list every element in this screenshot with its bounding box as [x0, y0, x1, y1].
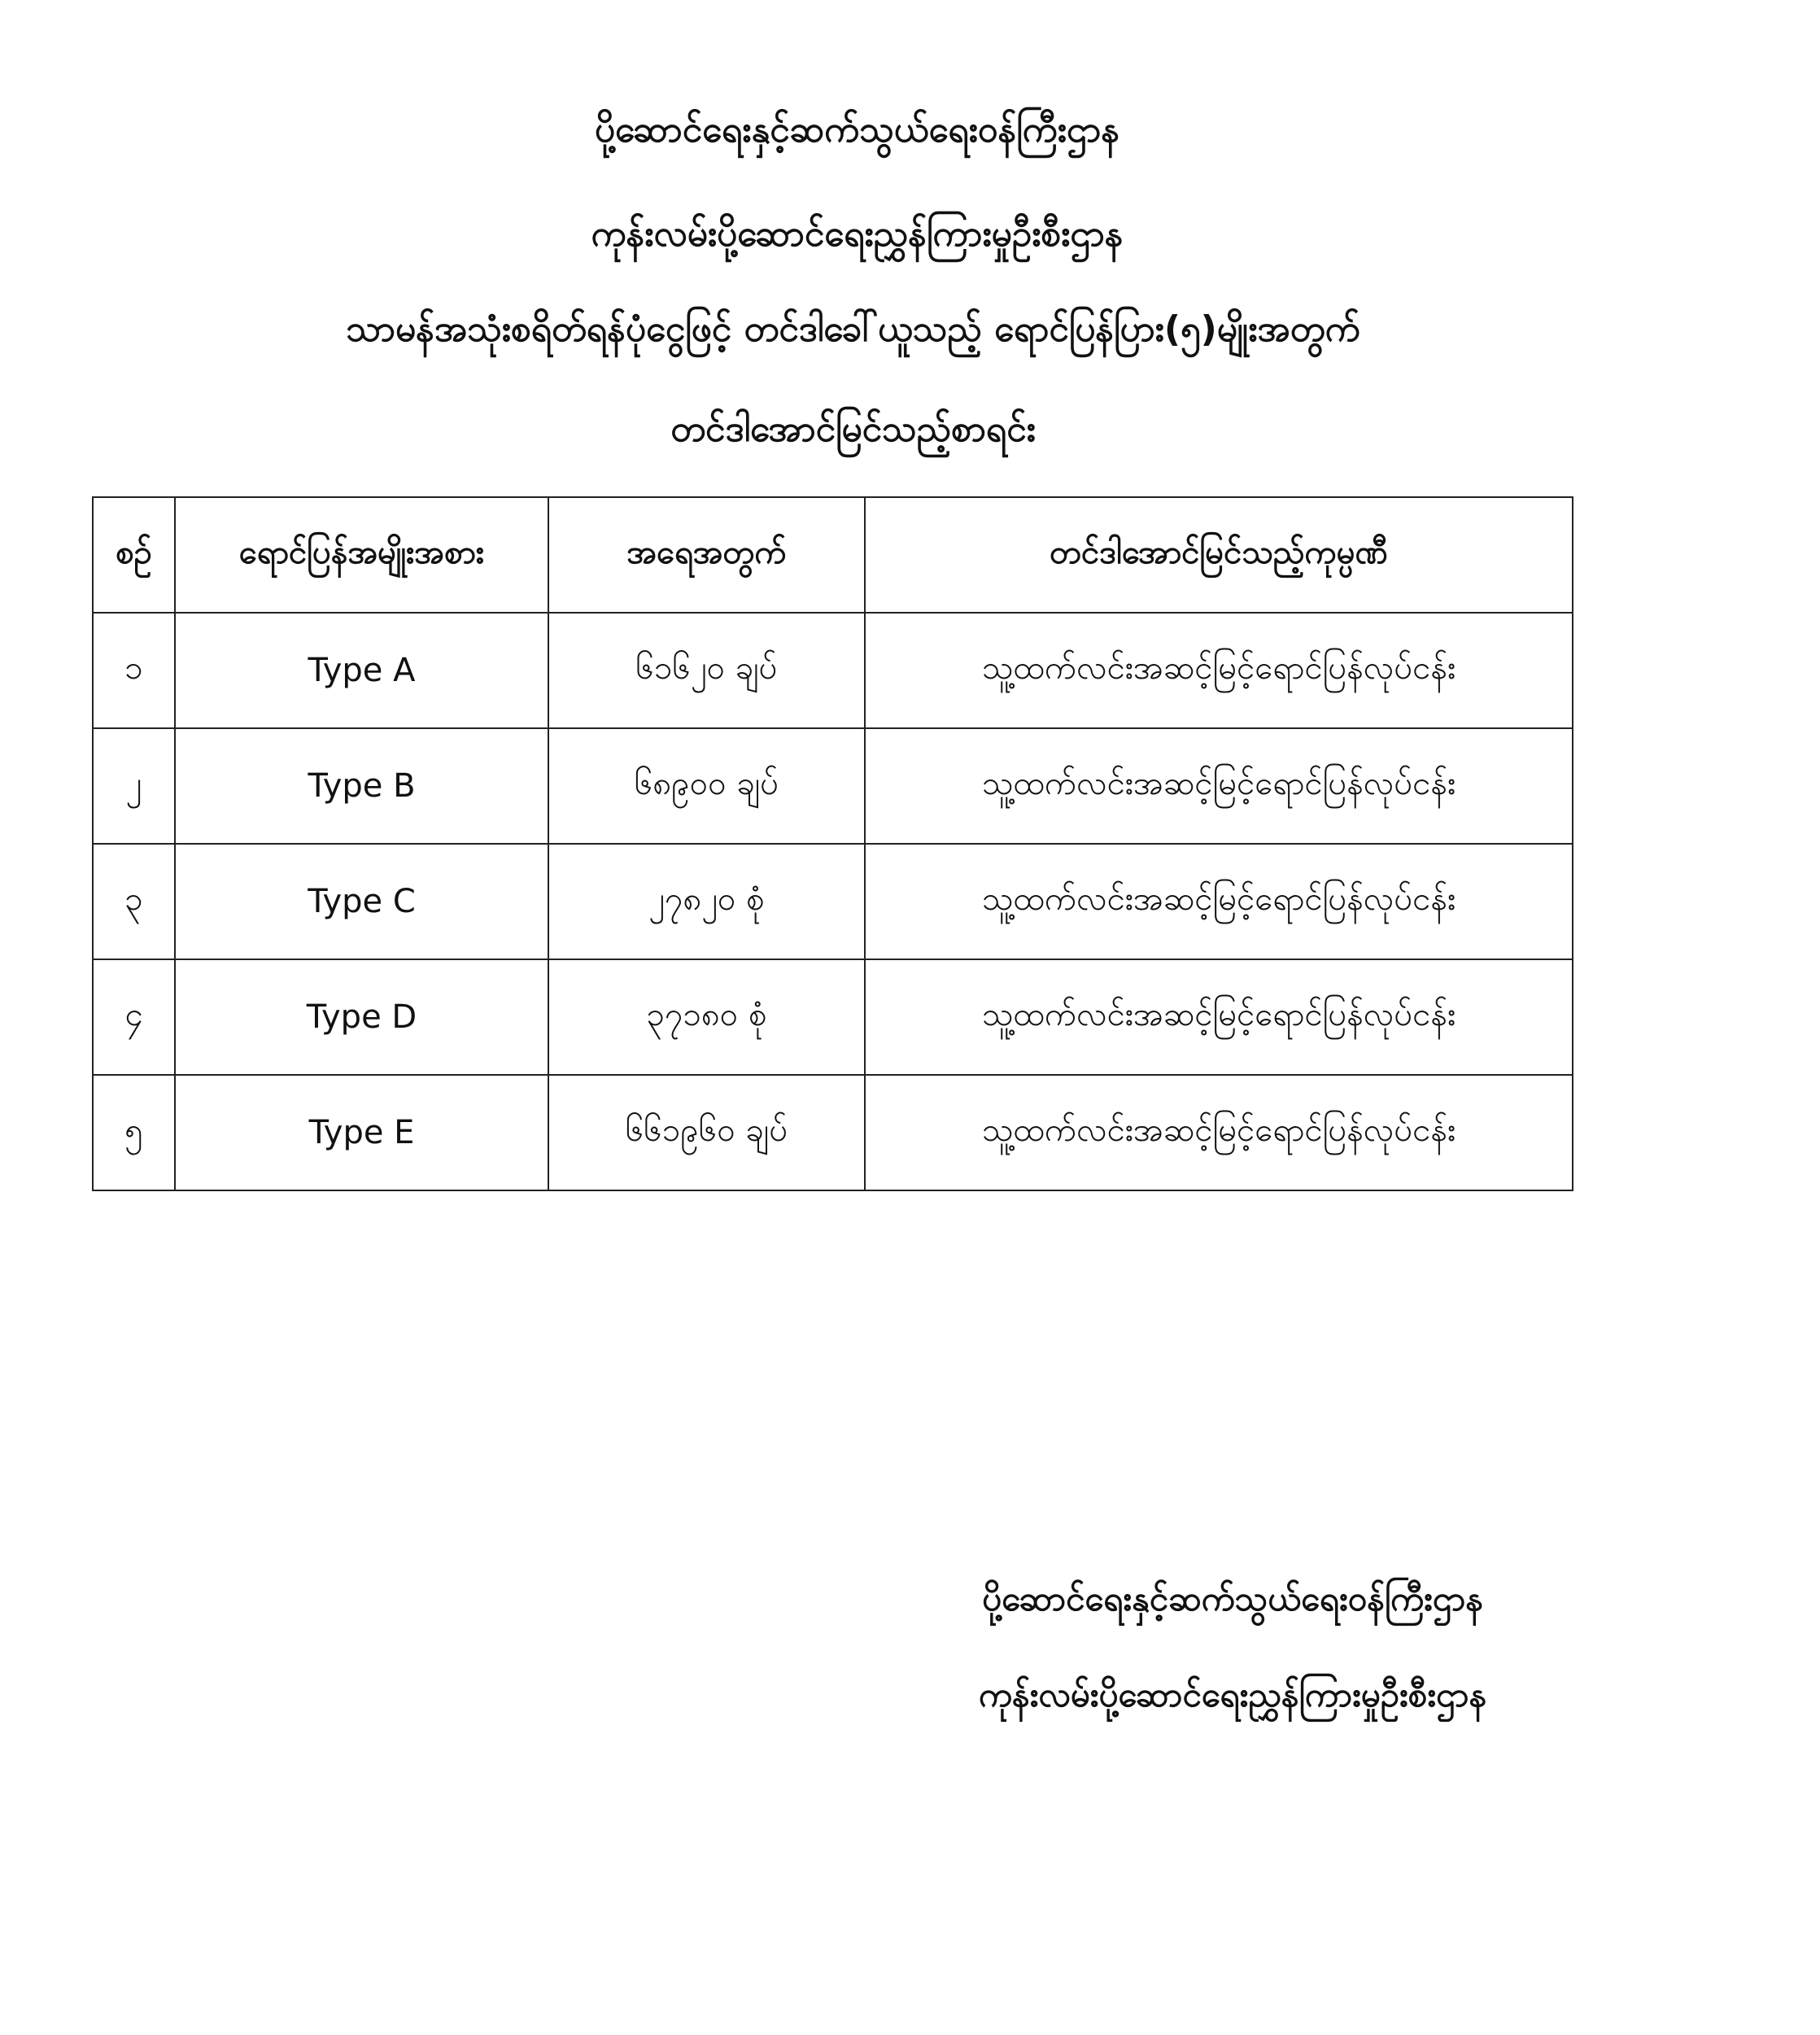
cell-serial-no: ၃: [93, 844, 175, 959]
cell-quantity: ၆၁၆၂၀ ချပ်: [548, 613, 865, 728]
cell-quantity: ၃၇၁၈၀ စုံ: [548, 959, 865, 1075]
heading-list-title: တင်ဒါအောင်မြင်သည့်စာရင်း: [670, 408, 1036, 450]
cell-company: သူ့ထက်လင်းအဆင့်မြင့်ရောင်ပြန်လုပ်ငန်း: [865, 1075, 1573, 1190]
cell-company: သူ့ထက်လင်းအဆင့်မြင့်ရောင်ပြန်လုပ်ငန်း: [865, 844, 1573, 959]
table-row: [93, 959, 1573, 1075]
table-row: [93, 613, 1573, 728]
signature-ministry: ပို့ဆောင်ရေးနှင့်ဆက်သွယ်ရေးဝန်ကြီးဌာန: [982, 1579, 1483, 1618]
table-row: [93, 1075, 1573, 1190]
cell-reflector-type: Type C: [175, 844, 548, 959]
cell-reflector-type: Type E: [175, 1075, 548, 1190]
heading-subject: သာမန်အသုံးစရိတ်ရန်ပုံငွေဖြင့် တင်ဒါခေါ်ယူသည့် ရောင်ပြန်ပြား(၅)မျိုးအတွက်: [346, 308, 1360, 350]
cell-company: သူ့ထက်လင်းအဆင့်မြင့်ရောင်ပြန်လုပ်ငန်း: [865, 613, 1573, 728]
table-row: [93, 728, 1573, 844]
table-header-row: [93, 497, 1573, 613]
cell-serial-no: ၅: [93, 1075, 175, 1190]
table-row: [93, 844, 1573, 959]
signature-department: ကုန်းလမ်းပို့ဆောင်ရေးညွှန်ကြားမှုဦးစီးဌာန: [978, 1675, 1487, 1714]
header-reflector-type: ရောင်ပြန်အမျိုးအစား: [175, 497, 548, 613]
cell-serial-no: ၄: [93, 959, 175, 1075]
cell-serial-no: ၂: [93, 728, 175, 844]
cell-company: သူ့ထက်လင်းအဆင့်မြင့်ရောင်ပြန်လုပ်ငန်း: [865, 728, 1573, 844]
cell-reflector-type: Type D: [175, 959, 548, 1075]
heading-ministry: ပို့ဆောင်ရေးနှင့်ဆက်သွယ်ရေးဝန်ကြီးဌာန: [594, 109, 1120, 151]
header-quantity: အရေအတွက်: [548, 497, 865, 613]
cell-quantity: ၂၇၈၂၀ စုံ: [548, 844, 865, 959]
cell-company: သူ့ထက်လင်းအဆင့်မြင့်ရောင်ပြန်လုပ်ငန်း: [865, 959, 1573, 1075]
cell-serial-no: ၁: [93, 613, 175, 728]
tender-award-table: [92, 496, 1573, 1191]
header-serial-no: စဉ်: [93, 497, 175, 613]
cell-reflector-type: Type B: [175, 728, 548, 844]
header-winning-company: တင်ဒါအောင်မြင်သည့်ကုမ္ပဏီ: [865, 497, 1573, 613]
cell-reflector-type: Type A: [175, 613, 548, 728]
cell-quantity: ၆၈၉၀၀ ချပ်: [548, 728, 865, 844]
cell-quantity: ၆၆၁၉၆၀ ချပ်: [548, 1075, 865, 1190]
heading-department: ကုန်းလမ်းပို့ဆောင်ရေးညွှန်ကြားမှုဦးစီးဌာန: [591, 213, 1124, 255]
